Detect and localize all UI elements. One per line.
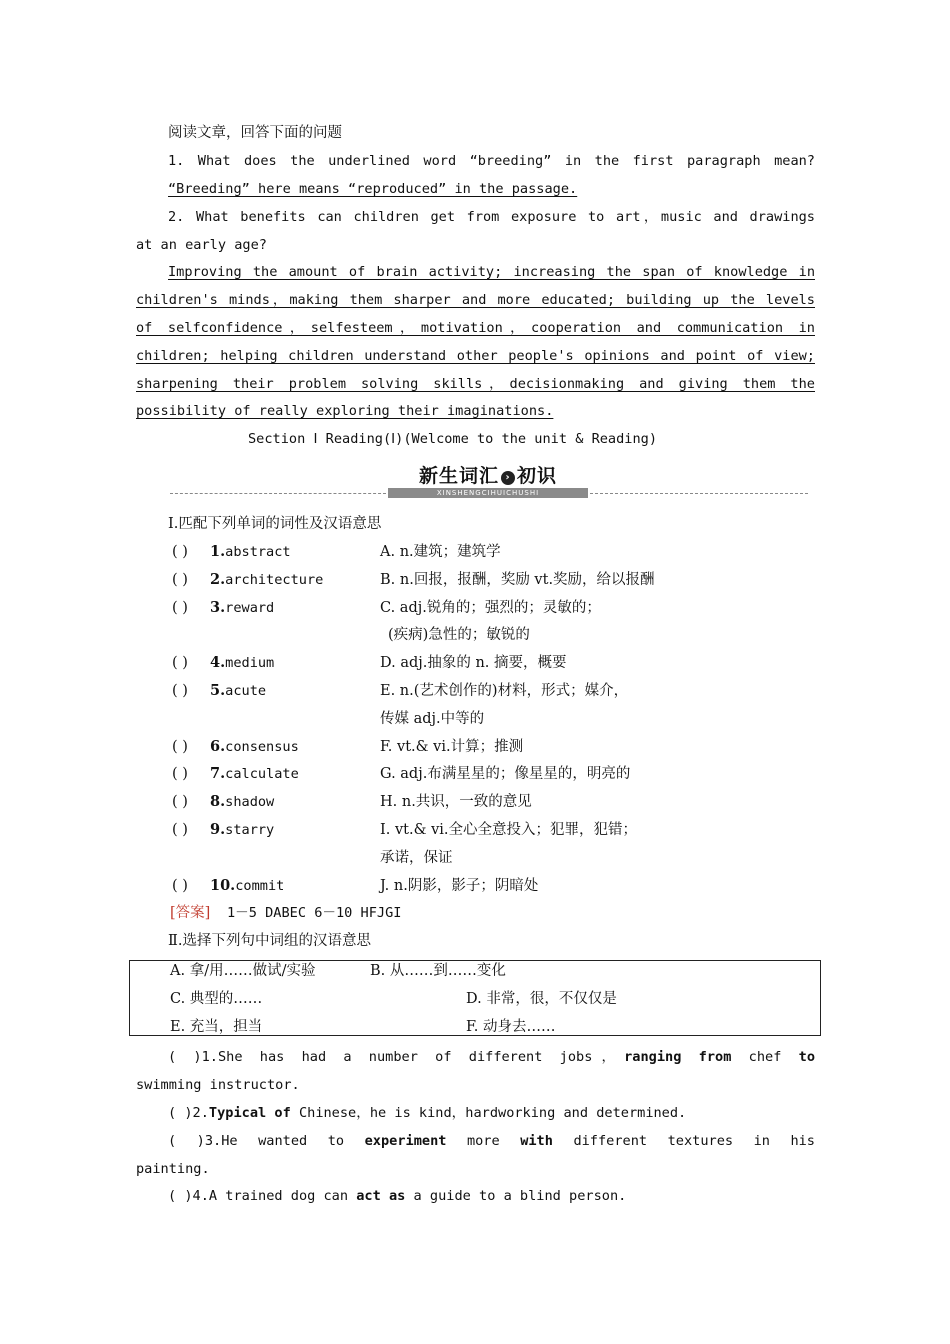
section-title: Section Ⅰ Reading(Ⅰ)(Welcome to the unit & Reading) [248,431,658,447]
option: A. 拿/用……做试/实验 [170,963,316,979]
answer-blank[interactable]: ( ) [172,766,188,782]
vocab-row: ( ) 1.abstract A. n.建筑；建筑学 [172,543,501,560]
answer-blank[interactable]: ( ) [172,739,188,755]
answer-blank[interactable]: ( ) [172,544,188,560]
vocab-row: ( ) 6.consensus F. vt.& vi.计算；推测 [172,738,524,755]
banner-title-sub: 初识 [517,465,558,487]
sentence-4: ( )4.A trained dog can act as a guide to a blind person. [168,1188,627,1204]
answer-key-text: 1－5 DABEC 6－10 HFJGI [226,905,402,921]
answer-1: “Breeding” here means “reproduced” in the passage. [168,181,578,197]
vocab-row: ( ) 2.architecture B. n.回报，报酬，奖励 vt.奖励，给以报酬 [172,571,655,588]
answer-2-line: possibility of really exploring their imaginations. [136,403,554,419]
option: E. 充当，担当 [170,1019,263,1035]
answer-blank[interactable]: ( ) [172,822,188,838]
answer-2-line: sharpening their problem solving skills，decisionmaking and giving them the [136,376,815,392]
option: F. 动身去…… [466,1019,556,1035]
answer-key [170,903,815,923]
vocab-row: ( ) 5.acute E. n.(艺术创作的)材料，形式；媒介， [172,682,629,699]
option: B. 从……到……变化 [370,963,506,979]
option: D. 非常，很，不仅仅是 [466,991,617,1007]
vocab-row: ( ) 3.reward C. adj.锐角的；强烈的；灵敏的； [172,599,601,616]
question-2-line-2: at an early age? [136,237,267,253]
answer-blank[interactable]: ( ) [172,655,188,671]
banner-title [408,461,568,488]
sentence-2: ( )2.Typical of Chinese，he is kind，hardworking and determined. [168,1105,687,1121]
answer-key-label: [答案] [170,905,211,921]
vocab-row: ( ) 4.medium D. adj.抽象的 n. 摘要，概要 [172,654,567,671]
question-2-line-1: 2. What benefits can children get from exposure to art，music and drawings [168,209,815,225]
answer-2-line: of selfconfidence，selfesteem，motivation，cooperation and communication in [136,320,815,336]
arrow-right-icon: › [501,471,515,485]
answer-2-line: children's minds，making them sharper and more educated; building up the levels [136,292,815,308]
vocab-row: ( ) 7.calculate G. adj.布满星星的；像星星的，明亮的 [172,765,631,782]
section-banner [170,461,808,501]
option: C. 典型的…… [170,991,263,1007]
part1-heading: Ⅰ.匹配下列单词的词性及汉语意思 [168,516,382,532]
vocab-row-continued: 传媒 adj.中等的 [380,711,485,727]
answer-2-line: children; helping children understand other people's opinions and point of view; [136,348,815,364]
answer-blank[interactable]: ( ) [172,683,188,699]
answer-2-line: Improving the amount of brain activity; increasing the span of knowledge in [168,264,815,280]
vocab-row: ( ) 10.commit J. n.阴影，影子；阴暗处 [172,877,539,894]
vocab-row: ( ) 8.shadow H. n.共识，一致的意见 [172,793,532,810]
sentence-3: ( )3.He wanted to experiment more with different textures in his [168,1133,815,1149]
sentence-1-continued: swimming instructor. [136,1077,300,1093]
banner-subtitle: XINSHENGCIHUICHUSHI [388,488,588,498]
question-1: 1. What does the underlined word “breeding” in the first paragraph mean? [168,153,815,169]
part2-heading: Ⅱ.选择下列句中词组的汉语意思 [168,933,371,949]
reading-heading: 阅读文章，回答下面的问题 [168,125,342,141]
answer-blank[interactable]: ( ) [172,878,188,894]
answer-blank[interactable]: ( ) [172,572,188,588]
banner-divider [170,493,386,494]
options-box [129,960,821,1036]
vocab-row-continued: (疾病)急性的；敏锐的 [388,627,530,643]
vocab-row-continued: 承诺，保证 [380,850,453,866]
banner-title-main: 新生词汇 [418,465,499,487]
sentence-1: ( )1.She has had a number of different jobs，ranging from chef to [168,1049,815,1065]
answer-blank[interactable]: ( ) [172,794,188,810]
answer-blank[interactable]: ( ) [172,600,188,616]
vocab-row: ( ) 9.starry I. vt.& vi.全心全意投入；犯罪，犯错； [172,821,638,838]
banner-divider [590,493,808,494]
sentence-3-continued: painting. [136,1161,210,1177]
